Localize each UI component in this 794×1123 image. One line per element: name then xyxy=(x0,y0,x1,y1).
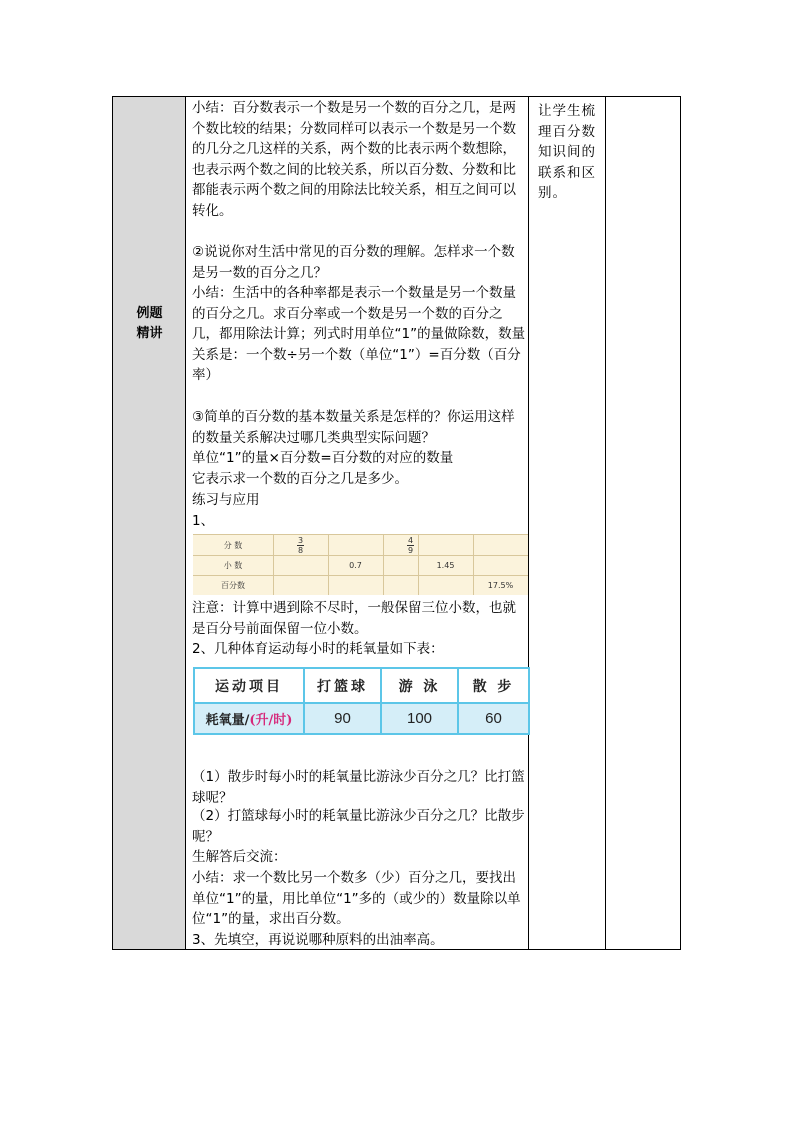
design-intent-text: 让学生梳理百分数知识间的联系和区别。 xyxy=(538,103,596,201)
note: 注意：计算中遇到除不尽时，一般保留三位小数，也就是百分号前面保留一位小数。 xyxy=(192,600,516,637)
empty-notes-cell xyxy=(606,97,680,949)
item-1: 1、 xyxy=(192,513,215,529)
denominator: 9 xyxy=(407,545,414,555)
header-cell: 运动项目 xyxy=(195,669,305,702)
oxygen-table-header xyxy=(195,669,528,704)
header-cell: 游 泳 xyxy=(382,669,459,702)
numerator: 4 xyxy=(407,535,414,545)
percent-value: 17.5% xyxy=(487,580,514,590)
decimal-value: 1.45 xyxy=(436,560,455,570)
value-cell: 100 xyxy=(382,704,459,733)
decimal-row xyxy=(193,555,528,576)
sub-question-2: （2）打篮球每小时的耗氧量比游泳少百分之几？比散步呢？ xyxy=(192,808,525,845)
summary-2: 小结：生活中的各种率都是表示一个数量是另一个数量的百分之几。求百分率或一个数是另一个数的百分之几，都用除法计算；列式时用单位“1”的量做除数，数量关系是：一个数÷另一个数（单位“1”）=百分数（百分率） xyxy=(192,285,526,383)
section-label-cell xyxy=(113,97,186,949)
value-cell: 60 xyxy=(485,710,502,727)
row-label-text: 耗氧量/ xyxy=(205,713,250,728)
item-3: 3、先填空，再说说哪种原料的出油率高。 xyxy=(192,932,444,948)
practice-heading: 练习与应用 xyxy=(192,492,260,508)
fraction-3-8 xyxy=(273,535,328,555)
row-label xyxy=(195,704,305,733)
lesson-table xyxy=(112,96,681,950)
sub-question-1: （1）散步时每小时的耗氧量比游泳少百分之几？比打篮球呢？ xyxy=(192,769,525,806)
row-unit: (升/时) xyxy=(249,713,293,728)
relation-2: 它表示求一个数的百分之几是多少。 xyxy=(192,471,408,487)
header-cell: 散 步 xyxy=(472,678,515,695)
question-2: ②说说你对生活中常见的百分数的理解。怎样求一个数是另一数的百分之几？ xyxy=(192,244,515,281)
row-label: 百分数 xyxy=(221,580,245,590)
design-intent-cell xyxy=(529,97,606,949)
fraction-table xyxy=(193,534,528,595)
numerator: 3 xyxy=(297,535,304,545)
row-label: 小 数 xyxy=(223,560,243,570)
row-label: 分 数 xyxy=(223,540,243,550)
percent-row xyxy=(193,575,528,595)
discuss: 生解答后交流： xyxy=(192,849,287,865)
item-2: 2、几种体育运动每小时的耗氧量如下表： xyxy=(192,641,444,657)
section-label-line2: 精讲 xyxy=(136,326,163,341)
oxygen-table xyxy=(193,667,530,735)
oxygen-table-row xyxy=(195,704,528,733)
value-cell: 90 xyxy=(305,704,382,733)
fraction-4-9 xyxy=(383,535,438,555)
header-cell: 打篮球 xyxy=(305,669,382,702)
relation-1: 单位“1”的量×百分数=百分数的对应的数量 xyxy=(192,450,454,466)
summary-3: 小结：求一个数比另一个数多（少）百分之几，要找出单位“1”的量，用比单位“1”多的（或少的）数量除以单位“1”的量，求出百分数。 xyxy=(192,870,521,927)
question-3: ③简单的百分数的基本数量关系是怎样的？你运用这样的数量关系解决过哪几类典型实际问题？ xyxy=(192,409,515,446)
section-label xyxy=(113,304,186,344)
denominator: 8 xyxy=(297,545,304,555)
decimal-value: 0.7 xyxy=(349,560,362,570)
summary-1: 小结：百分数表示一个数是另一个数的百分之几，是两个数比较的结果；分数同样可以表示一个数是另一个数的几分之几这样的关系，两个数的比表示两个数想除，也表示两个数之间的比较关系，所以百分数、分数和比都能表示两个数之间的用除法比较关系，相互之间可以转化。 xyxy=(192,100,516,219)
fraction-row xyxy=(193,535,528,556)
section-label-line1: 例题 xyxy=(136,306,163,321)
content-cell xyxy=(186,97,529,949)
